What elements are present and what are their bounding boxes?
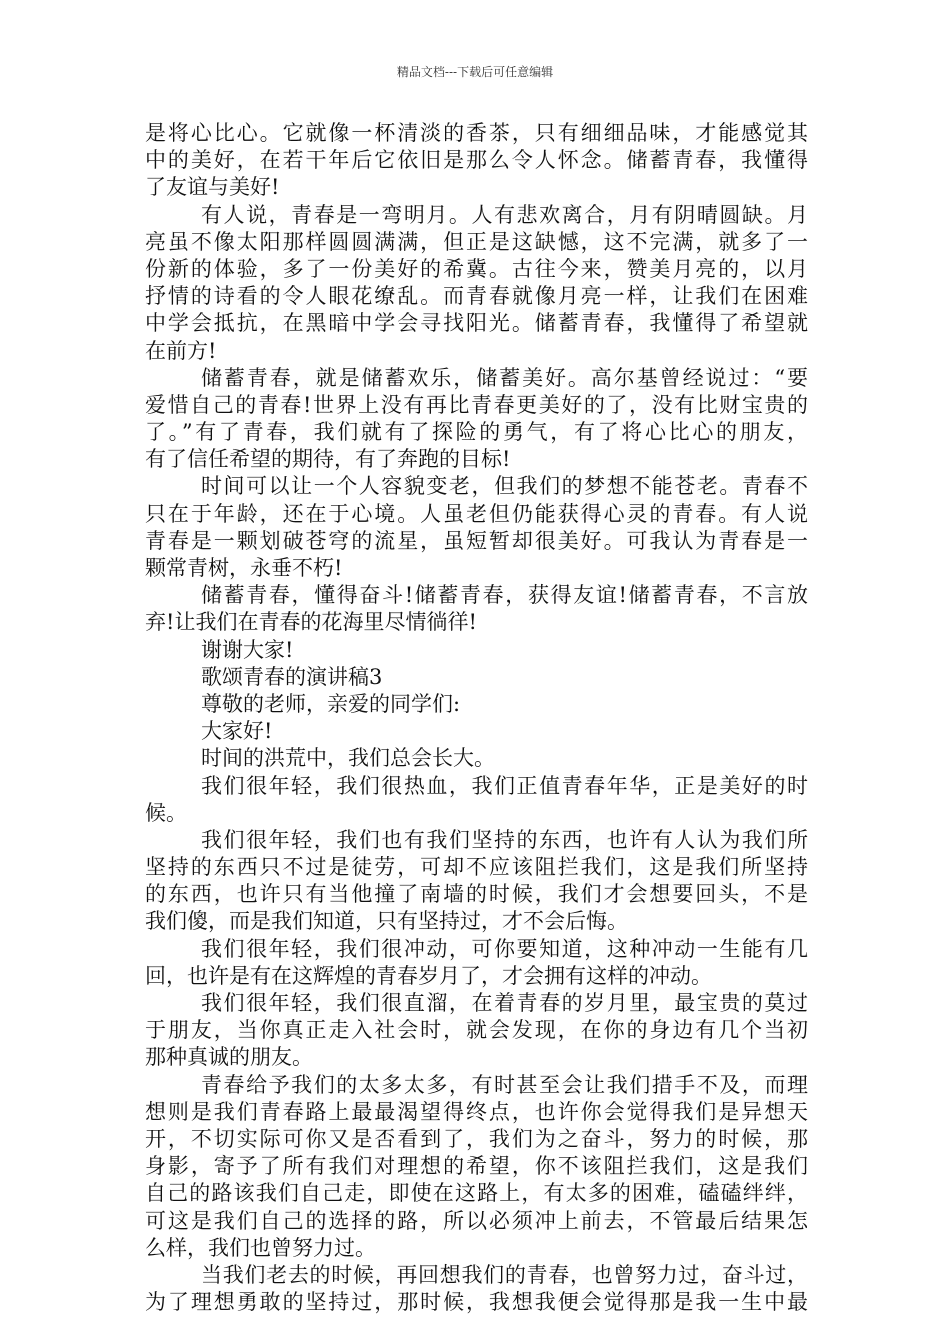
text-line: 我们很年轻，我们很热血，我们正值青春年华，正是美好的时 <box>201 773 808 798</box>
text-line: 了。”有了青春，我们就有了探险的勇气，有了将心比心的朋友， <box>145 420 808 445</box>
page-header: 精品文档---下载后可任意编辑 <box>396 65 554 79</box>
text-line: 那种真诚的朋友。 <box>145 1045 313 1070</box>
text-line: 尊敬的老师，亲爱的同学们: <box>201 691 461 716</box>
text-line: 在前方! <box>145 338 217 363</box>
text-line: 当我们老去的时候，再回想我们的青春，也曾努力过，奋斗过， <box>201 1262 808 1287</box>
text-line: 储蓄青春，就是储蓄欢乐，储蓄美好。高尔基曾经说过：“要 <box>201 365 808 390</box>
text-line: 我们很年轻，我们也有我们坚持的东西，也许有人认为我们所 <box>201 827 808 852</box>
text-line: 只在于年龄，还在于心境。人虽老但仍能获得心灵的青春。有人说 <box>145 501 808 526</box>
text-line: 开，不切实际可你又是否看到了，我们为之奋斗，努力的时候，那 <box>145 1126 808 1151</box>
text-line: 我们很年轻，我们很直溜，在着青春的岁月里，最宝贵的莫过 <box>201 991 808 1015</box>
document-body <box>145 120 808 1316</box>
text-line: 有了信任希望的期待，有了奔跑的目标! <box>145 447 511 472</box>
text-line: 歌颂青春的演讲稿3 <box>201 664 383 689</box>
text-line: 我们傻，而是我们知道，只有坚持过，才不会后悔。 <box>145 909 628 934</box>
text-line: 有人说，青春是一弯明月。人有悲欢离合，月有阴晴圆缺。月 <box>201 202 808 227</box>
text-line: 自己的路该我们自己走，即使在这路上，有太多的困难，磕磕绊绊， <box>145 1181 808 1206</box>
text-line: 爱惜自己的青春!世界上没有再比青春更美好的了，没有比财宝贵的 <box>145 392 808 417</box>
text-line: 中学会抵抗，在黑暗中学会寻找阳光。储蓄青春，我懂得了希望就 <box>145 311 808 336</box>
text-line: 弃!让我们在青春的花海里尽情徜徉! <box>145 610 477 635</box>
text-line: 坚持的东西只不过是徒劳，可却不应该阻拦我们，这是我们所坚持 <box>145 855 808 880</box>
text-line: 谢谢大家! <box>201 637 294 662</box>
text-line: 是将心比心。它就像一杯清淡的香茶，只有细细品味，才能感觉其 <box>145 121 808 145</box>
text-line: 我们很年轻，我们很冲动，可你要知道，这种冲动一生能有几 <box>201 936 808 961</box>
text-line: 颗常青树，永垂不朽! <box>145 556 343 580</box>
text-line: 时间的洪荒中，我们总会长大。 <box>201 746 495 771</box>
text-line: 了友谊与美好! <box>145 175 280 200</box>
text-line: 亮虽不像太阳那样圆圆满满，但正是这缺憾，这不完满，就多了一 <box>145 229 808 254</box>
text-line: 中的美好，在若干年后它依旧是那么令人怀念。储蓄青春，我懂得 <box>145 148 808 173</box>
text-line: 抒情的诗看的令人眼花缭乱。而青春就像月亮一样，让我们在困难 <box>145 284 808 309</box>
text-line: 的东西，也许只有当他撞了南墙的时候，我们才会想要回头，不是 <box>145 882 808 907</box>
text-line: 身影，寄予了所有我们对理想的希望，你不该阻拦我们，这是我们 <box>145 1154 808 1179</box>
text-line: 候。 <box>145 800 187 825</box>
text-line: 么样，我们也曾努力过。 <box>145 1235 376 1260</box>
text-line: 想则是我们青春路上最最渴望得终点，也许你会觉得我们是异想天 <box>145 1099 808 1124</box>
text-line: 可这是我们自己的选择的路，所以必须冲上前去，不管最后结果怎 <box>145 1208 808 1233</box>
text-line: 储蓄青春，懂得奋斗!储蓄青春，获得友谊!储蓄青春，不言放 <box>201 583 808 608</box>
text-line: 大家好! <box>201 719 273 744</box>
text-line: 为了理想勇敢的坚持过，那时候，我想我便会觉得那是我一生中最 <box>145 1290 808 1315</box>
text-line: 青春是一颗划破苍穹的流星，虽短暂却很美好。可我认为青春是一 <box>145 528 808 553</box>
text-line: 时间可以让一个人容貌变老，但我们的梦想不能苍老。青春不 <box>201 474 808 499</box>
text-line: 回，也许是有在这辉煌的青春岁月了，才会拥有这样的冲动。 <box>145 963 712 988</box>
text-line: 青春给予我们的太多太多，有时甚至会让我们措手不及，而理 <box>201 1072 808 1097</box>
text-line: 于朋友，当你真正走入社会时，就会发现，在你的身边有几个当初 <box>145 1018 808 1043</box>
text-line: 份新的体验，多了一份美好的希冀。古往今来，赞美月亮的，以月 <box>145 256 808 281</box>
